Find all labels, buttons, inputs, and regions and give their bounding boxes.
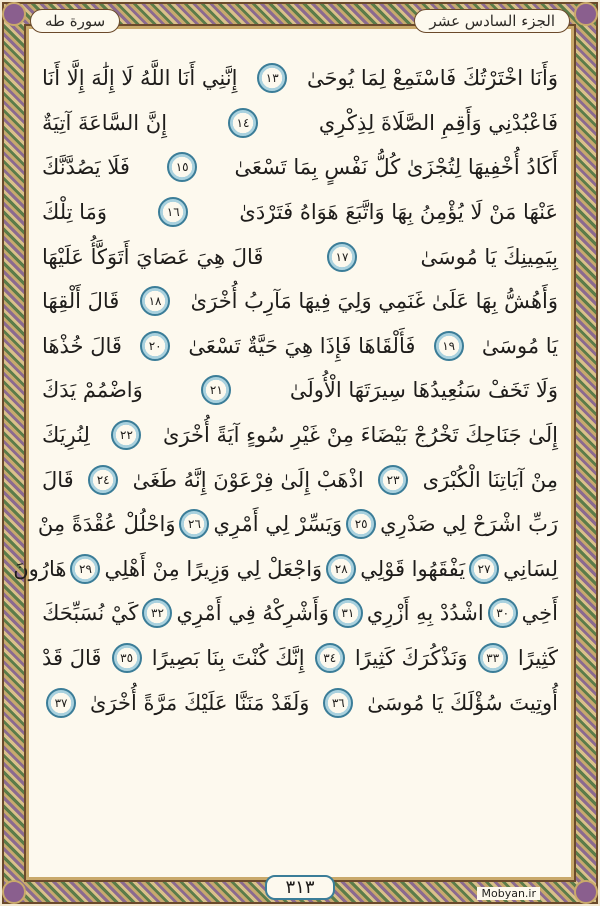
text-line: [42, 368, 558, 413]
ayah-marker: ٢٤: [88, 465, 118, 495]
verse-text: فَلَا يَصُدَّنَّكَ: [42, 155, 130, 180]
verse-text: اشْدُدْ بِهِ أَزْرِي: [366, 601, 484, 626]
verse-text: رَبِّ اشْرَحْ لِي صَدْرِي: [380, 512, 558, 537]
verse-text: كَثِيرًا: [517, 646, 558, 671]
verse-text: قَالَ أَلْقِهَا: [42, 289, 120, 314]
surah-name: سورة طه: [30, 9, 120, 33]
text-line: [42, 591, 558, 636]
ayah-marker: ١٧: [327, 242, 357, 272]
text-line: [42, 279, 558, 324]
juz-label: الجزء السادس عشر: [414, 9, 570, 33]
verse-text: إِنَّنِي أَنَا اللَّهُ لَا إِلَٰهَ إِلَّا أَنَا: [42, 66, 238, 91]
verse-text: بِيَمِينِكَ يَا مُوسَىٰ: [420, 244, 558, 269]
verse-text: وَنَذْكُرَكَ كَثِيرًا: [354, 646, 468, 671]
verse-text: عَنْهَا مَنْ لَا يُؤْمِنُ بِهَا وَاتَّبَعَ هَوَاهُ فَتَرْدَىٰ: [239, 200, 558, 225]
text-line: [37, 502, 558, 547]
text-line: [13, 547, 558, 592]
quran-text: [13, 56, 558, 848]
verse-text: فَأَلْقَاهَا فَإِذَا هِيَ حَيَّةٌ تَسْعَىٰ: [188, 333, 416, 358]
watermark: Mobyan.ir: [477, 887, 540, 900]
verse-text: مِنْ آيَاتِنَا الْكُبْرَى: [422, 467, 558, 492]
ayah-marker: ١٤: [228, 108, 258, 138]
verse-text: أَكَادُ أُخْفِيهَا لِتُجْزَىٰ كُلُّ نَفْسٍ بِمَا تَسْعَىٰ: [234, 155, 558, 180]
verse-text: وَمَا تِلْكَ: [42, 200, 107, 225]
ayah-marker: ٢٣: [378, 465, 408, 495]
verse-text: يَفْقَهُوا قَوْلِي: [360, 556, 466, 581]
text-line: [42, 413, 558, 458]
verse-text: لِنُرِيَكَ: [42, 423, 90, 448]
ayah-marker: ٣٢: [142, 598, 172, 628]
verse-text: قَالَ خُذْهَا: [42, 333, 122, 358]
verse-text: وَاحْلُلْ عُقْدَةً مِنْ: [37, 512, 176, 537]
verse-text: وَيَسِّرْ لِي أَمْرِي: [213, 512, 343, 537]
verse-text: أُوتِيتَ سُؤْلَكَ يَا مُوسَىٰ: [367, 690, 558, 715]
verse-text: وَأَنَا اخْتَرْتُكَ فَاسْتَمِعْ لِمَا يُوحَىٰ: [306, 66, 558, 91]
ayah-marker: ١٨: [140, 286, 170, 316]
ayah-marker: ٣٤: [315, 643, 345, 673]
ayah-marker: ٣٠: [488, 598, 518, 628]
ayah-marker: ١٩: [434, 331, 464, 361]
text-line: [42, 324, 558, 369]
ayah-marker: ٢٥: [346, 509, 376, 539]
verse-text: يَا مُوسَىٰ: [481, 333, 558, 358]
ayah-marker: ١٦: [158, 197, 188, 227]
verse-text: إِلَىٰ جَنَاحِكَ تَخْرُجْ بَيْضَاءَ مِنْ غَيْرِ سُوءٍ آيَةً أُخْرَىٰ: [163, 423, 558, 448]
verse-text: وَلَقَدْ مَنَنَّا عَلَيْكَ مَرَّةً أُخْرَىٰ: [89, 690, 310, 715]
verse-text: لِسَانِي: [503, 556, 558, 581]
verse-text: أَخِي: [521, 601, 558, 626]
ayah-marker: ١٥: [167, 152, 197, 182]
ayah-marker: ٢٨: [326, 554, 356, 584]
verse-text: وَأَهُشُّ بِهَا عَلَىٰ غَنَمِي وَلِيَ فِيهَا مَآرِبُ أُخْرَىٰ: [190, 289, 558, 314]
ayah-marker: ٢٠: [140, 331, 170, 361]
ayah-marker: ٢٩: [70, 554, 100, 584]
ayah-marker: ٢٧: [469, 554, 499, 584]
ayah-marker: ٣٦: [323, 688, 353, 718]
ayah-marker: ٣٣: [478, 643, 508, 673]
verse-text: اذْهَبْ إِلَىٰ فِرْعَوْنَ إِنَّهُ طَغَىٰ: [132, 467, 364, 492]
page-header: [30, 4, 570, 38]
verse-text: قَالَ قَدْ: [42, 646, 102, 671]
verse-text: وَلَا تَخَفْ سَنُعِيدُهَا سِيرَتَهَا الْأُولَىٰ: [289, 378, 558, 403]
text-line: [42, 636, 558, 681]
text-line: [42, 234, 558, 279]
corner-ornament-icon: [574, 2, 598, 26]
ayah-marker: ١٣: [257, 63, 287, 93]
text-line: [42, 56, 558, 101]
ayah-marker: ٣٧: [46, 688, 76, 718]
verse-text: قَالَ هِيَ عَصَايَ أَتَوَكَّأُ عَلَيْهَا: [42, 244, 264, 269]
verse-text: وَاضْمُمْ يَدَكَ: [42, 378, 143, 403]
text-line: [42, 190, 558, 235]
ayah-marker: ٢٢: [111, 420, 141, 450]
page-number: ٣١٣: [265, 875, 334, 900]
verse-text: قَالَ: [42, 467, 74, 492]
verse-text: وَأَشْرِكْهُ فِي أَمْرِي: [176, 601, 329, 626]
verse-text: كَيْ نُسَبِّحَكَ: [42, 601, 139, 626]
ayah-marker: ٢١: [201, 375, 231, 405]
corner-ornament-icon: [2, 2, 26, 26]
verse-text: إِنَّ السَّاعَةَ آتِيَةٌ: [42, 110, 168, 135]
verse-text: هَارُونَ: [13, 556, 67, 581]
text-line: [42, 457, 558, 502]
verse-text: إِنَّكَ كُنْتَ بِنَا بَصِيرًا: [151, 646, 305, 671]
text-line: [42, 145, 558, 190]
ayah-marker: ٢٦: [179, 509, 209, 539]
text-line: [42, 101, 558, 146]
ayah-marker: ٣١: [333, 598, 363, 628]
verse-text: وَاجْعَلْ لِي وَزِيرًا مِنْ أَهْلِي: [104, 556, 323, 581]
ayah-marker: ٣٥: [112, 643, 142, 673]
verse-text: فَاعْبُدْنِي وَأَقِمِ الصَّلَاةَ لِذِكْرِي: [318, 110, 558, 135]
text-line: [42, 680, 558, 725]
